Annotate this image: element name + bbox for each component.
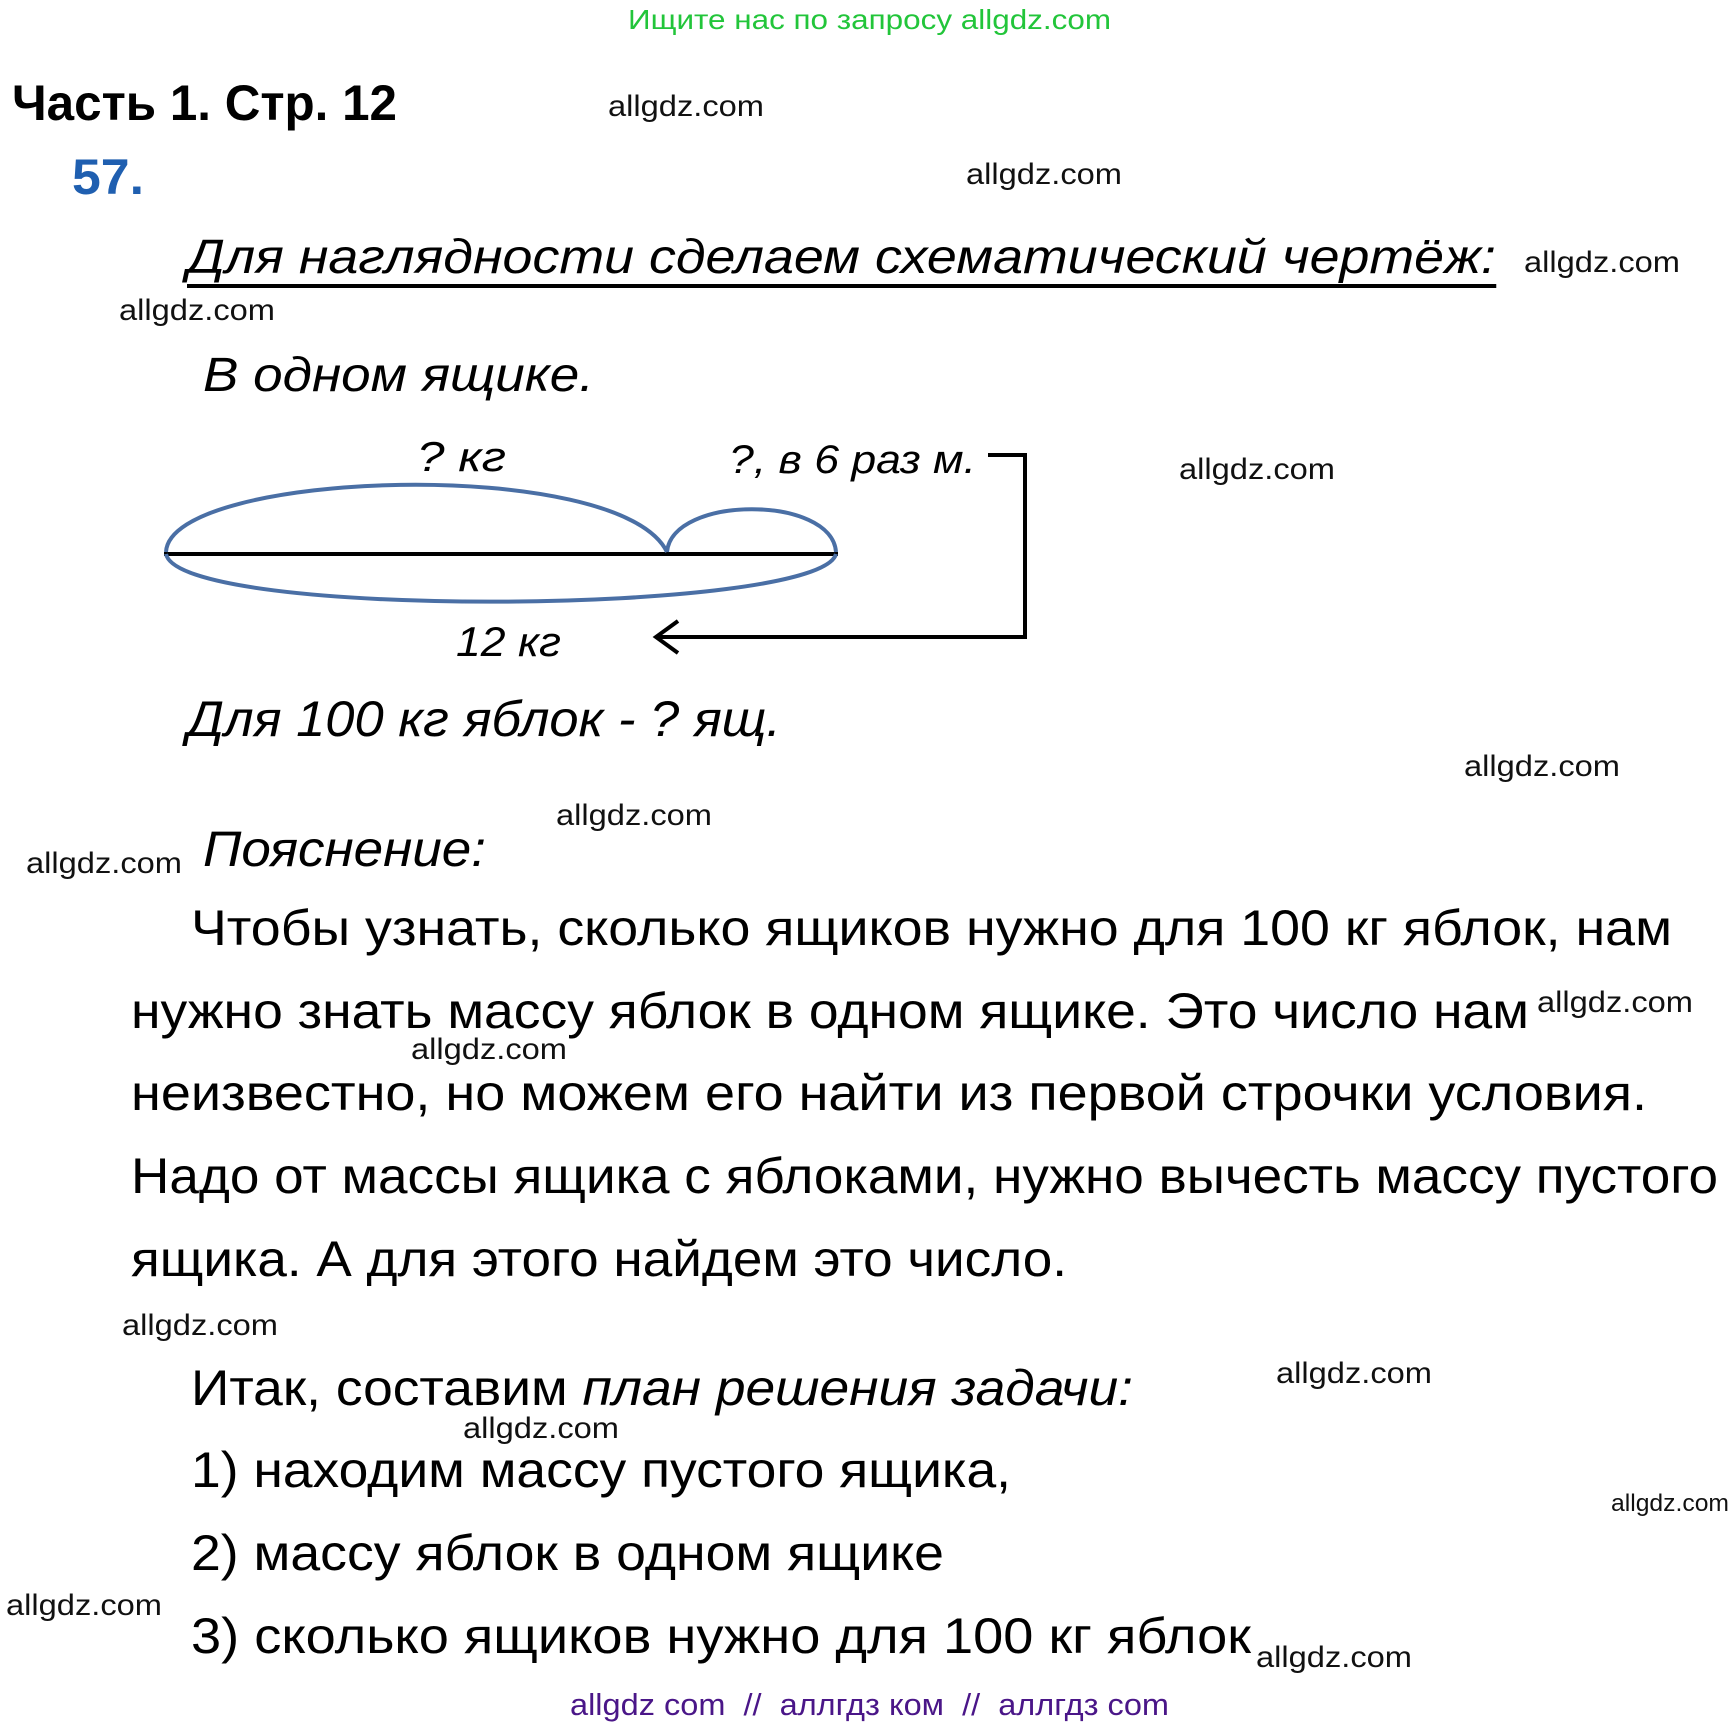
watermark: allgdz.com [6, 1589, 162, 1622]
watermark: allgdz.com [463, 1412, 619, 1445]
watermark: allgdz.com [122, 1309, 278, 1342]
watermark: allgdz.com [119, 294, 275, 327]
footer-links: allgdz com // аллгдз ком // аллгдз com [570, 1687, 1169, 1722]
scheme-line-one-box: В одном ящике. [203, 349, 594, 402]
total-arc [166, 554, 836, 602]
watermark: allgdz.com [1524, 246, 1680, 279]
watermark: allgdz.com [1276, 1357, 1432, 1390]
plan-intro [191, 1360, 1133, 1416]
watermark: allgdz.com [1179, 453, 1335, 486]
segment-diagram [0, 0, 1734, 700]
label-total-mass: 12 кг [456, 618, 561, 665]
watermark: allgdz.com [966, 158, 1122, 191]
watermark: allgdz.com [26, 847, 182, 880]
plan-step: 2) массу яблок в одном ящике [191, 1525, 944, 1581]
watermark: allgdz.com [1611, 1490, 1729, 1517]
page-title: Часть 1. Стр. 12 [12, 75, 397, 131]
scheme-line-two-question: Для 100 кг яблок - ? ящ. [187, 691, 781, 747]
plan-step: 1) находим массу пустого ящика, [191, 1442, 1012, 1498]
watermark: allgdz.com [608, 90, 764, 123]
watermark: allgdz.com [556, 799, 712, 832]
explanation-title: Пояснение: [203, 821, 486, 877]
box-arc [667, 509, 836, 552]
explanation-line: нужно знать массу яблок в одном ящике. Это число нам [131, 983, 1529, 1039]
label-apples-mass: ? кг [417, 433, 506, 480]
explanation-line: Чтобы узнать, сколько ящиков нужно для 100 кг яблок, нам [191, 900, 1672, 956]
explanation-line: Надо от массы ящика с яблоками, нужно вычесть массу пустого [131, 1148, 1718, 1204]
label-box-mass: ?, в 6 раз м. [729, 438, 976, 482]
explanation-line: неизвестно, но можем его найти из первой строчки условия. [131, 1065, 1647, 1121]
scheme-heading: Для наглядности сделаем схематический чертёж: [187, 234, 1496, 288]
search-hint: Ищите нас по запросу allgdz.com [628, 4, 1111, 35]
watermark: allgdz.com [411, 1033, 567, 1066]
relation-arrow [656, 455, 1025, 637]
plan-intro-plain: Итак, составим [191, 1360, 583, 1416]
watermark: allgdz.com [1464, 750, 1620, 783]
task-number: 57. [72, 149, 144, 205]
apples-arc [166, 485, 667, 552]
plan-intro-italic: план решения задачи: [582, 1360, 1133, 1416]
plan-step: 3) сколько ящиков нужно для 100 кг яблок [191, 1608, 1251, 1664]
watermark: allgdz.com [1256, 1641, 1412, 1674]
explanation-line: ящика. А для этого найдем это число. [131, 1231, 1067, 1287]
watermark: allgdz.com [1537, 986, 1693, 1019]
